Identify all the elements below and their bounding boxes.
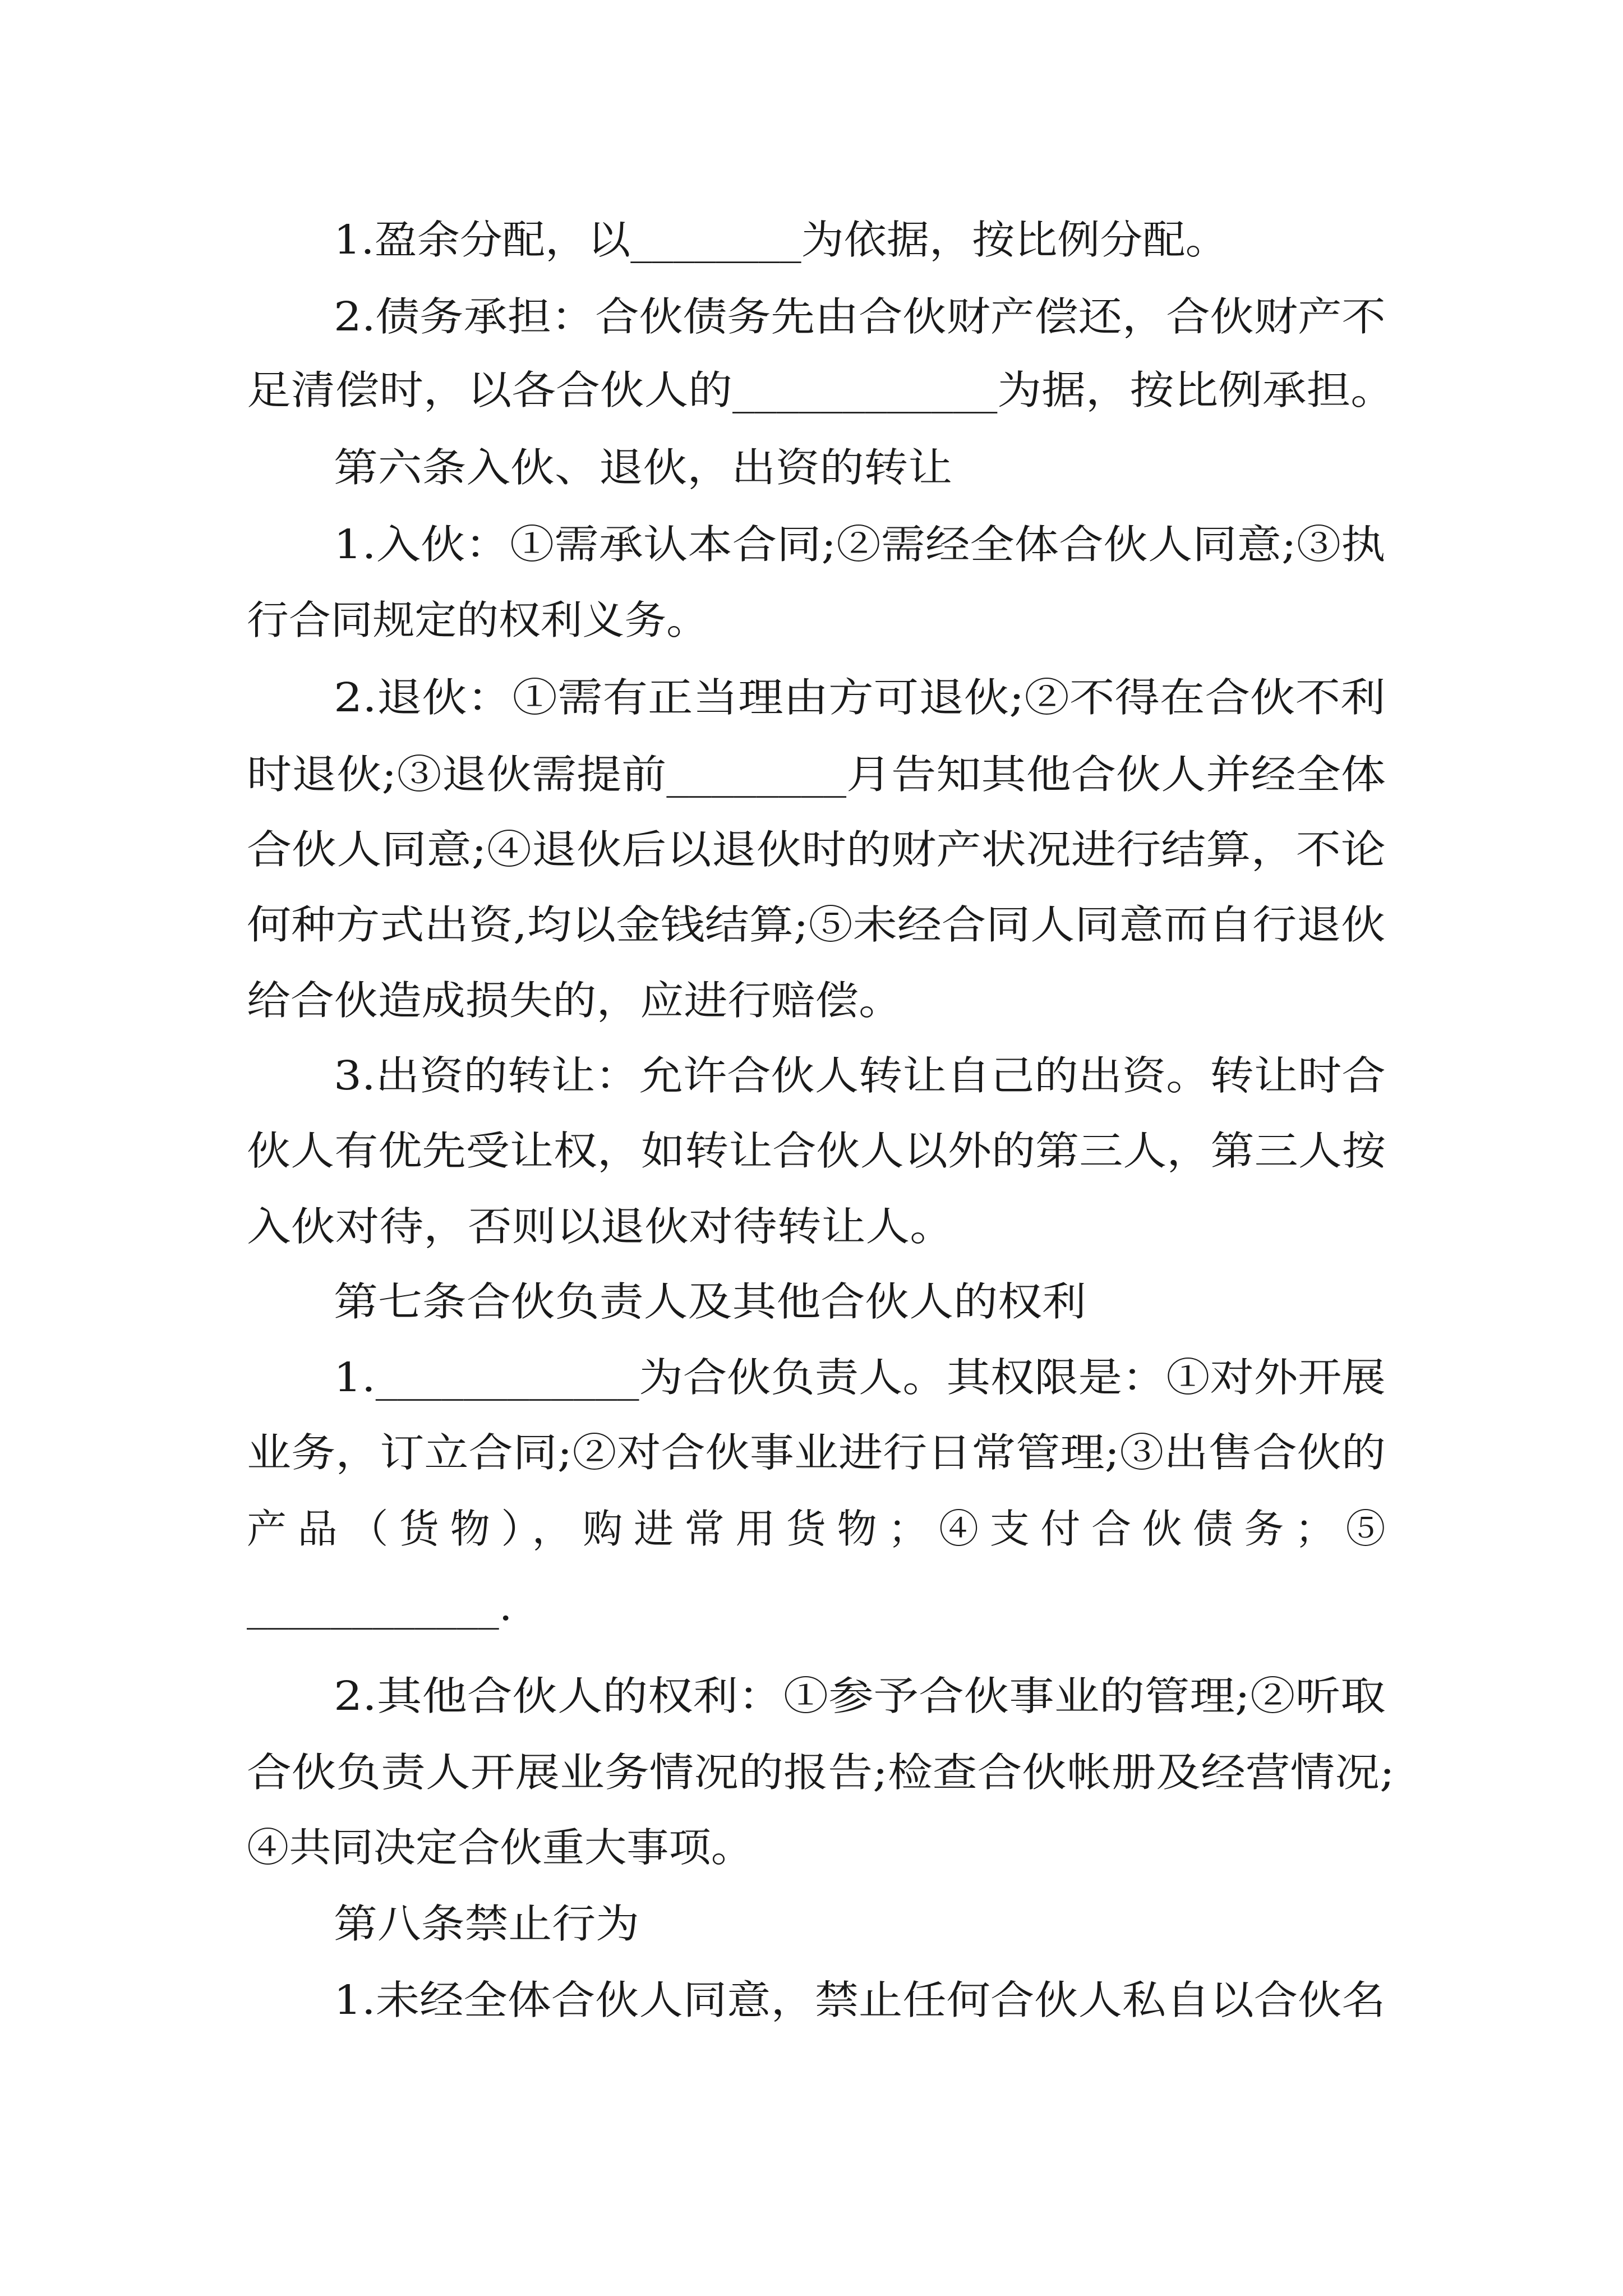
text-line: 入伙对待，否则以退伙对待转让人。	[247, 1203, 955, 1250]
section-heading: 第七条合伙负责人及其他合伙人的权利	[334, 1278, 1087, 1325]
section-heading: 第八条禁止行为	[334, 1901, 640, 1947]
text-line: 何种方式出资,均以金钱结算;⑤未经合同人同意而自行退伙	[247, 901, 1386, 948]
text-line: 业务，订立合同;②对合伙事业进行日常管理;③出售合伙的	[247, 1429, 1386, 1476]
text-line: 合伙负责人开展业务情况的报告;检查合伙帐册及经营情况;	[247, 1749, 1395, 1796]
text-line: ④共同决定合伙重大事项。	[247, 1824, 754, 1871]
text-line: 时退伙;③退伙需提前________月告知其他合伙人并经全体	[247, 751, 1386, 798]
text-line: 1.盈余分配，以________为依据，按比例分配。	[334, 217, 1228, 263]
text-line: 1.____________为合伙负责人。其权限是：①对外开展	[334, 1354, 1386, 1401]
text-line: ____________.	[247, 1583, 513, 1630]
text-line: 2.债务承担：合伙债务先由合伙财产偿还，合伙财产不	[334, 293, 1386, 340]
text-line: 3.出资的转让：允许合伙人转让自己的出资。转让时合	[334, 1052, 1386, 1099]
text-line: 伙人有优先受让权，如转让合伙人以外的第三人，第三人按	[247, 1128, 1386, 1174]
text-line: 1.未经全体合伙人同意，禁止任何合伙人私自以合伙名	[334, 1977, 1386, 2023]
text-line: 产品（货物），购进常用货物；④支付合伙债务；⑤	[247, 1506, 1397, 1552]
text-line: 行合同规定的权利义务。	[247, 597, 709, 643]
text-line: 2.其他合伙人的权利：①参予合伙事业的管理;②听取	[334, 1673, 1386, 1719]
text-line: 足清偿时，以各合伙人的____________为据，按比例承担。	[247, 367, 1395, 413]
text-line: 合伙人同意;④退伙后以退伙时的财产状况进行结算，不论	[247, 826, 1386, 873]
section-heading: 第六条入伙、退伙，出资的转让	[334, 444, 953, 491]
text-line: 2.退伙：①需有正当理由方可退伙;②不得在合伙不利	[334, 674, 1386, 721]
text-line: 给合伙造成损失的，应进行赔偿。	[247, 977, 903, 1024]
text-line: 1.入伙：①需承认本合同;②需经全体合伙人同意;③执	[334, 521, 1386, 568]
